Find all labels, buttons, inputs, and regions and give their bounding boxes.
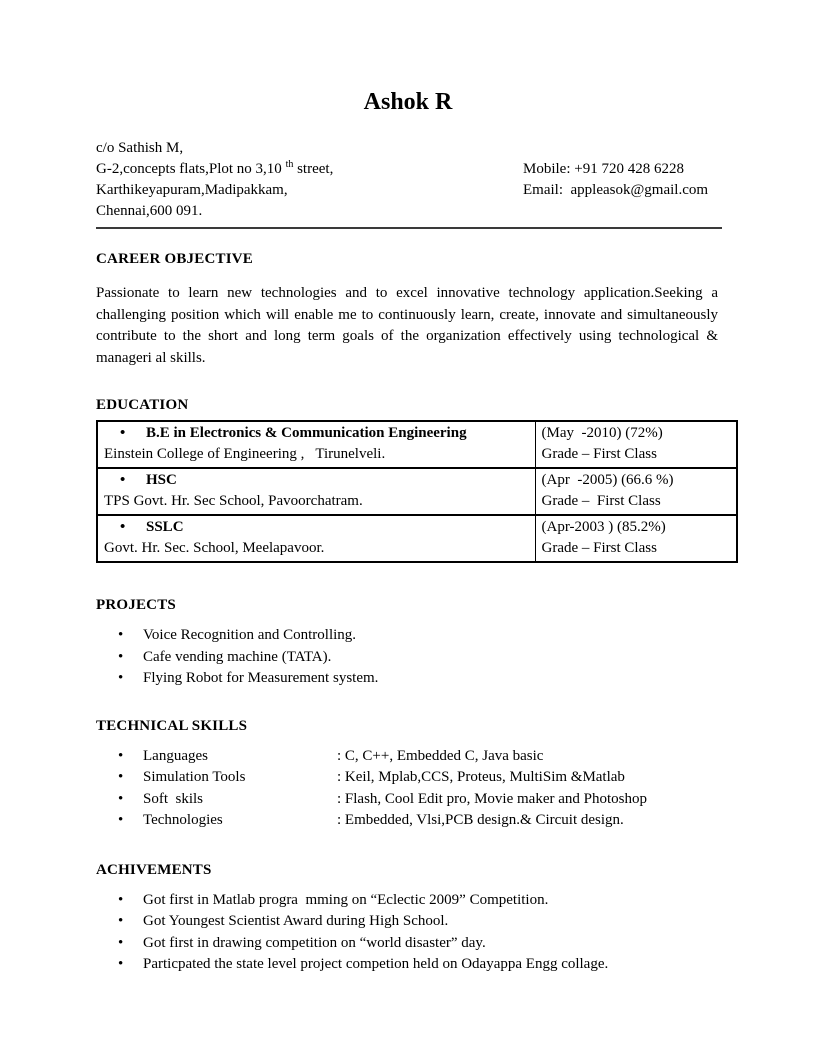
career-objective-text: Passionate to learn new technologies and to excel innovative technology application.Seeking a challenging position which will enable me to continuously learn, create, innovate and simultaneously contribute to the short and long term goals of the organization effectively using technological & manageri al skills. <box>96 285 718 366</box>
education-period: (Apr-2003 ) (85.2%) <box>541 519 666 535</box>
institution-name: Govt. Hr. Sec. School, Meelapavoor. <box>104 539 325 556</box>
education-row <box>97 515 737 562</box>
bullet-icon <box>118 668 143 690</box>
page-title: Ashok R <box>363 89 453 115</box>
project-item-text: Flying Robot for Measurement system. <box>143 670 379 686</box>
skill-label: Simulation Tools <box>143 769 246 785</box>
bullet-icon <box>120 470 146 491</box>
project-item-text: Cafe vending machine (TATA). <box>143 648 332 665</box>
education-row <box>97 421 737 468</box>
project-item <box>118 668 720 690</box>
project-item-text: Voice Recognition and Controlling. <box>143 627 357 643</box>
section-heading-career-objective: CAREER OBJECTIVE <box>96 251 253 267</box>
address-line-4: Chennai,600 091. <box>96 203 203 219</box>
degree-title: B.E in Electronics & Communication Engineering <box>146 425 467 441</box>
bullet-icon <box>118 810 143 832</box>
skill-item <box>118 810 720 832</box>
achievement-item <box>118 911 720 933</box>
education-row <box>97 468 737 515</box>
skill-value: : Keil, Mplab,CCS, Proteus, MultiSim &Matlab <box>337 769 625 785</box>
project-item <box>118 625 720 647</box>
address-block <box>96 138 523 222</box>
achievement-item-text: Got first in Matlab progra mming on “Eclectic 2009” Competition. <box>143 891 549 908</box>
achievement-item-text: Particpated the state level project competion held on Odayappa Engg collage. <box>143 956 609 972</box>
technical-skills-list <box>96 746 720 832</box>
bullet-icon <box>118 746 143 768</box>
degree-title: HSC <box>146 472 177 488</box>
education-period: (Apr -2005) (66.6 %) <box>541 472 674 488</box>
skill-label: Languages <box>143 747 208 764</box>
skill-label: Technologies <box>143 812 223 828</box>
project-item <box>118 647 720 669</box>
institution-name: TPS Govt. Hr. Sec School, Pavoorchatram. <box>104 492 363 509</box>
contact-block <box>96 138 720 222</box>
section-heading-education: EDUCATION <box>96 397 189 413</box>
section-heading-projects: PROJECTS <box>96 597 176 613</box>
education-grade: Grade – First Class <box>541 539 657 556</box>
address-street-suffix: street, <box>293 161 334 177</box>
bullet-icon <box>118 911 143 933</box>
skill-value: : C, C++, Embedded C, Java basic <box>337 747 544 764</box>
achievement-item <box>118 933 720 955</box>
address-street-prefix: G-2,concepts flats,Plot no 3,10 <box>96 161 286 177</box>
address-line-1: c/o Sathish M, <box>96 140 184 156</box>
education-grade: Grade – First Class <box>541 445 657 462</box>
bullet-icon <box>120 517 146 538</box>
skill-item <box>118 767 720 789</box>
achievement-item <box>118 890 720 912</box>
section-heading-achievements: ACHIVEMENTS <box>96 861 212 878</box>
education-period: (May -2010) (72%) <box>541 425 663 441</box>
bullet-icon <box>118 647 143 669</box>
education-table <box>96 420 738 563</box>
projects-list <box>96 625 720 690</box>
bullet-icon <box>118 625 143 647</box>
header-divider <box>96 227 722 229</box>
skill-value: : Flash, Cool Edit pro, Movie maker and Photoshop <box>337 790 647 807</box>
bullet-icon <box>118 890 143 912</box>
skill-value: : Embedded, Vlsi,PCB design.& Circuit design. <box>337 812 624 828</box>
address-line-3: Karthikeyapuram,Madipakkam, <box>96 182 288 198</box>
bullet-icon <box>118 933 143 955</box>
section-heading-technical-skills: TECHNICAL SKILLS <box>96 717 248 734</box>
email-line: Email: appleasok@gmail.com <box>523 182 709 198</box>
institution-name: Einstein College of Engineering , Tirunelveli. <box>104 445 386 462</box>
achievements-list <box>96 890 720 976</box>
degree-title: SSLC <box>146 519 184 535</box>
contact-details <box>523 159 708 222</box>
achievement-item <box>118 954 720 976</box>
achievement-item-text: Got first in drawing competition on “world disaster” day. <box>143 934 486 951</box>
bullet-icon <box>118 789 143 811</box>
achievement-item-text: Got Youngest Scientist Award during High School. <box>143 913 449 929</box>
skill-item <box>118 746 720 768</box>
education-grade: Grade – First Class <box>541 492 661 509</box>
ordinal-superscript: th <box>285 159 294 170</box>
bullet-icon <box>118 954 143 976</box>
bullet-icon <box>120 423 146 444</box>
address-line-2 <box>96 159 523 180</box>
skill-item <box>118 789 720 811</box>
mobile-line: Mobile: +91 720 428 6228 <box>523 161 684 177</box>
bullet-icon <box>118 767 143 789</box>
skill-label: Soft skils <box>143 790 204 807</box>
